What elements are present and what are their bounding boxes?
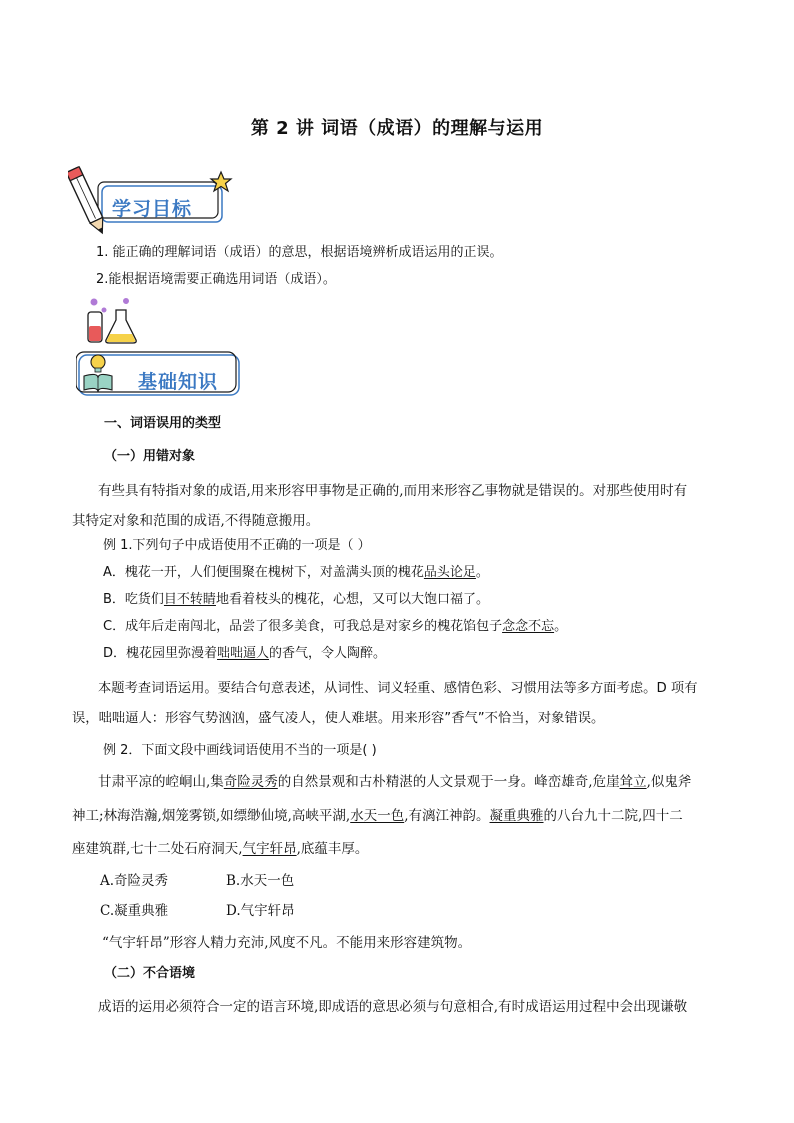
subsection-heading-1: （一）用错对象 (104, 449, 196, 464)
passage-text: 甘肃平凉的崆峒山,集 (98, 774, 224, 790)
example2-passage-line-2 (72, 806, 698, 826)
underlined-idiom: 品头论足 (423, 565, 476, 580)
example2-passage-line-1 (98, 772, 724, 792)
underlined-idiom: 奇险灵秀 (223, 774, 278, 790)
passage-text: ,似鬼斧 (646, 774, 692, 790)
option-text: A．槐花一开，人们便围聚在槐树下，对盖满头顶的槐花 (103, 565, 424, 580)
objective-item-2: 2.能根据语境需要正确选用词语（成语）。 (96, 272, 336, 287)
passage-text: 的八台九十二院,四十二 (543, 808, 683, 824)
underlined-idiom: 水天一色 (350, 808, 405, 824)
option-text: D．槐花园里弥漫着 (103, 646, 218, 661)
option-text: 。 (475, 565, 489, 580)
option-b: B.水天一色 (226, 873, 295, 889)
passage-text: 神工;林海浩瀚,烟笼雾锁,如缥缈仙境,高峡平湖, (72, 808, 351, 824)
example1-analysis-line-2: 误，咄咄逼人：形容气势汹汹，盛气凌人，使人难堪。用来形容”香气”不恰当，对象错误。 (72, 711, 605, 726)
para1-line-2: 其特定对象和范围的成语,不得随意搬用。 (72, 513, 320, 529)
example1-option-b (103, 590, 729, 610)
option-d: D.气宇轩昂 (226, 903, 295, 919)
underlined-idiom: 气宇轩昂 (242, 841, 297, 857)
passage-text: ,有漓江神韵。 (404, 808, 490, 824)
underlined-idiom: 咄咄逼人 (217, 646, 270, 661)
underlined-idiom: 目不转睛 (163, 592, 216, 607)
subsection-heading-2: （二）不合语境 (104, 966, 196, 981)
example2-passage-line-3 (72, 839, 698, 859)
underlined-idiom: 念念不忘 (502, 619, 555, 634)
flask-icon (82, 296, 142, 346)
para2-line-1: 成语的运用必须符合一定的语言环境,即成语的意思必须与句意相合,有时成语运用过程中会出现谦敬 (98, 999, 688, 1015)
option-text: C．成年后走南闯北，品尝了很多美食，可我总是对家乡的槐花馅包子 (103, 619, 503, 634)
section-heading-1: 一、词语误用的类型 (104, 416, 222, 431)
example2-question: 例 2．下面文段中画线词语使用不当的一项是( ) (103, 743, 377, 758)
para1-line-1: 有些具有特指对象的成语,用来形容甲事物是正确的,而用来形容乙事物就是错误的。对那些使用时有 (98, 483, 688, 499)
passage-text: 座建筑群,七十二处石府洞天, (72, 841, 243, 857)
passage-text: 的自然景观和古朴精湛的人文景观于一身。峰峦雄奇,危崖 (277, 774, 620, 790)
example2-analysis: “气宇轩昂”形容人精力充沛,风度不凡。不能用来形容建筑物。 (102, 935, 472, 951)
passage-text: ,底蕴丰厚。 (296, 841, 369, 857)
option-text: B．吃货们 (103, 592, 164, 607)
example1-option-d (103, 644, 729, 664)
underlined-idiom: 凝重典雅 (489, 808, 544, 824)
example2-options-row-2 (100, 901, 726, 921)
example1-option-a (103, 563, 729, 583)
page-title: 第 2 讲 词语（成语）的理解与运用 (250, 118, 544, 139)
example1-analysis-line-1: 本题考查词语运用。要结合句意表述，从词性、词义轻重、感情色彩、习惯用法等多方面考虑。D 项有 (98, 681, 698, 696)
option-text: 地看着枝头的槐花，心想，又可以大饱口福了。 (215, 592, 489, 607)
option-text: 。 (554, 619, 568, 634)
option-c: C.凝重典雅 (100, 903, 169, 919)
option-a: A.奇险灵秀 (100, 873, 169, 889)
example2-options-row-1 (100, 871, 726, 891)
underlined-word: 耸立 (619, 774, 647, 790)
objectives-banner-label: 学习目标 (112, 198, 193, 220)
option-text: 的香气，令人陶醉。 (269, 646, 387, 661)
example1-question: 例 1.下列句子中成语使用不正确的一项是（ ） (103, 538, 371, 553)
objective-item-1: 1. 能正确的理解词语（成语）的意思，根据语境辨析成语运用的正误。 (96, 245, 503, 260)
basics-banner-label: 基础知识 (138, 371, 219, 393)
example1-option-c (103, 617, 729, 637)
